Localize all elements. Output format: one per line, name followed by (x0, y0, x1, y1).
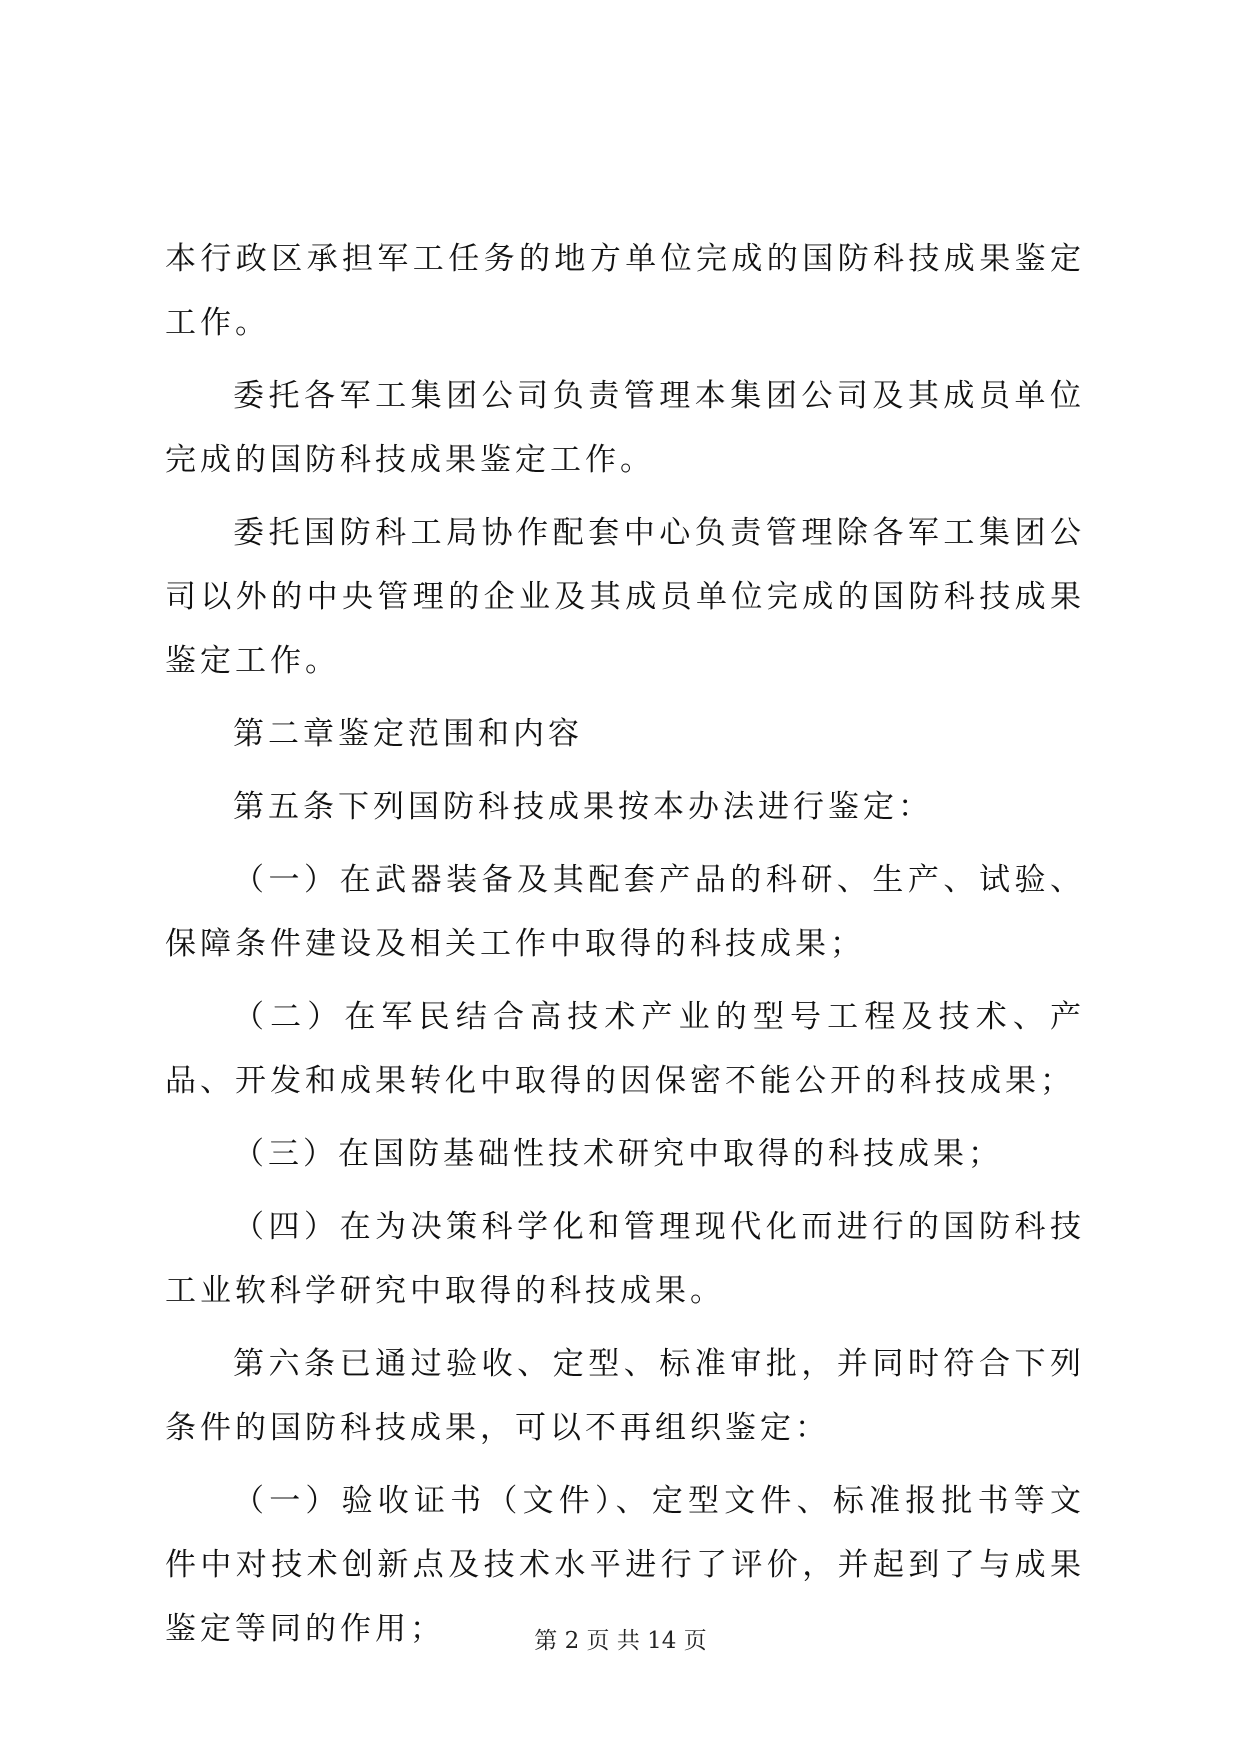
article-5: 第五条下列国防科技成果按本办法进行鉴定： (233, 789, 933, 825)
document-body (165, 227, 1085, 1670)
paragraph-3: 委托国防科工局协作配套中心负责管理除各军工集团公司以外的中央管理的企业及其成员单位完成的国防科技成果鉴定工作。 (165, 515, 1085, 679)
paragraph-1: 本行政区承担军工任务的地方单位完成的国防科技成果鉴定工作。 (165, 241, 1085, 341)
article-6: 第六条已通过验收、定型、标准审批，并同时符合下列条件的国防科技成果，可以不再组织鉴定： (165, 1346, 1085, 1446)
page-number-footer: 第 2 页 共 14 页 (534, 1628, 707, 1654)
paragraph-2: 委托各军工集团公司负责管理本集团公司及其成员单位完成的国防科技成果鉴定工作。 (165, 378, 1085, 478)
article-5-item-2: （二）在军民结合高技术产业的型号工程及技术、产品、开发和成果转化中取得的因保密不能公开的科技成果； (165, 999, 1085, 1099)
article-5-item-4: （四）在为决策科学化和管理现代化而进行的国防科技工业软科学研究中取得的科技成果。 (165, 1209, 1085, 1309)
article-6-item-1: （一）验收证书（文件）、定型文件、标准报批书等文件中对技术创新点及技术水平进行了评价，并起到了与成果鉴定等同的作用； (165, 1483, 1085, 1647)
chapter-heading: 第二章鉴定范围和内容 (233, 716, 583, 752)
article-5-item-3: （三）在国防基础性技术研究中取得的科技成果； (233, 1136, 1003, 1172)
article-5-item-1: （一）在武器装备及其配套产品的科研、生产、试验、保障条件建设及相关工作中取得的科技成果； (165, 862, 1085, 962)
